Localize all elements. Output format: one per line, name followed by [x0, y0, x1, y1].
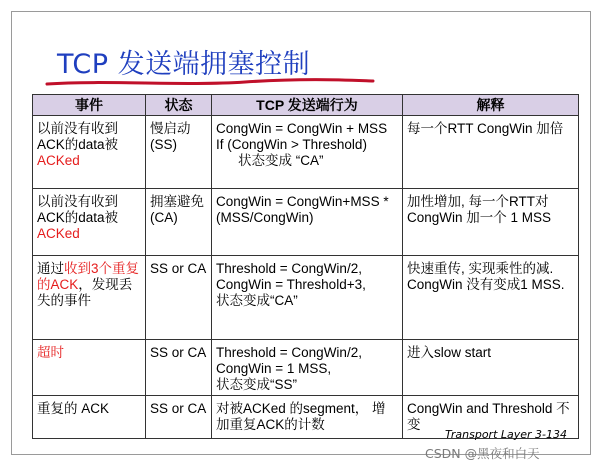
table-row [33, 116, 579, 189]
event-cell: 超时 [33, 340, 146, 396]
slide-footer: Transport Layer 3-134 [445, 428, 568, 441]
congestion-control-table [32, 94, 579, 439]
title-prefix: TCP [57, 49, 118, 80]
table-header-row [33, 95, 579, 116]
explain-cell: 每一个RTT CongWin 加倍 [403, 116, 579, 189]
event-cell: 通过收到3个重复的ACK，发现丢失的事件 [33, 256, 146, 340]
explain-cell: 进入slow start [403, 340, 579, 396]
explain-cell: CongWin and Threshold 不变 [403, 396, 579, 439]
event-cell: 以前没有收到ACK的data被ACKed [33, 189, 146, 256]
header-explain: 解释 [403, 95, 579, 116]
state-cell: 慢启动(SS) [146, 116, 212, 189]
title-underline [45, 76, 375, 88]
explain-cell: 加性增加, 每一个RTT对CongWin 加一个 1 MSS [403, 189, 579, 256]
action-cell: Threshold = CongWin/2, CongWin = Threshold+3, 状态变成“CA” [212, 256, 403, 340]
state-cell: SS or CA [146, 256, 212, 340]
action-cell: CongWin = CongWin+MSS * (MSS/CongWin) [212, 189, 403, 256]
action-cell: 对被ACKed 的segment， 增加重复ACK的计数 [212, 396, 403, 439]
table-row [33, 256, 579, 340]
table-row [33, 340, 579, 396]
explain-cell: 快速重传, 实现乘性的减. CongWin 没有变成1 MSS. [403, 256, 579, 340]
header-state: 状态 [146, 95, 212, 116]
event-cell: 重复的 ACK [33, 396, 146, 439]
state-cell: SS or CA [146, 396, 212, 439]
state-cell: SS or CA [146, 340, 212, 396]
action-cell: Threshold = CongWin/2, CongWin = 1 MSS, 状态变成“SS” [212, 340, 403, 396]
title-main: 发送端拥塞控制 [117, 49, 311, 80]
watermark: CSDN @黑夜和白天 [425, 446, 540, 461]
header-action: TCP 发送端行为 [212, 95, 403, 116]
header-event: 事件 [33, 95, 146, 116]
action-cell: CongWin = CongWin + MSS If (CongWin > Threshold) 状态变成 “CA” [212, 116, 403, 189]
state-cell: 拥塞避免 (CA) [146, 189, 212, 256]
event-cell: 以前没有收到ACK的data被ACKed [33, 116, 146, 189]
table-row [33, 189, 579, 256]
